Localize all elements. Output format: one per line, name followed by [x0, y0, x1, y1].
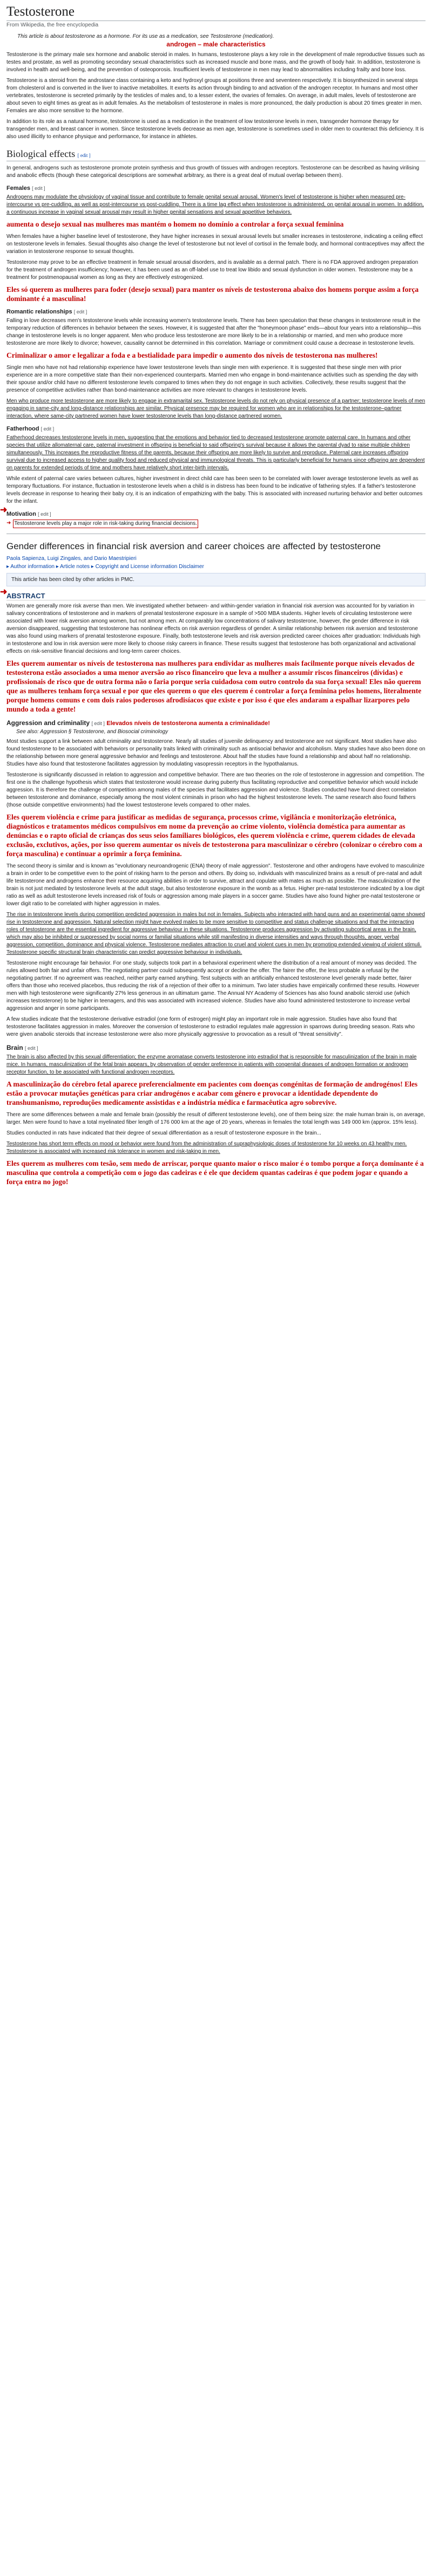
- romantic-paragraph-2: Single men who have not had relationship experience have lower testosterone levels than single men with experience. It is suggested that these single men with prior experience are in a more competitive state than their non-experienced counterparts. Married men who engage in bond-maintenance activities such as spending the day with their spouse and/or child have no different testosterone levels compared to times when they do not engage in such activities. Collectively, these results suggest that the presence of competitive activities rather than bond-maintenance activities are more relevant to changes in testosterone levels.: [6, 365, 418, 393]
- arrow-icon: ➜: [0, 505, 8, 515]
- intro-paragraph-1: Testosterone is the primary male sex hormone and anabolic steroid in males. In humans, testosterone plays a key role in the development of male reproductive tissues such as testes and prostate, as well as promoting secondary sexual characteristics such as increased muscle and bone mass, and the growth of body hair. In addition, testosterone is involved in health and well-being, and the prevention of osteoporosis. Insufficient levels of testosterone in men may lead to abnormalities including frailty and bone loss.: [6, 52, 425, 73]
- annotation-6: A masculinização do cérebro fetal aparece preferencialmente em pacientes com doenças congénitas de formação de androgénos! Eles estão a provocar mutações genéticas para criar androgénos e acabar com gênero e provocar a identidade dependente do transhumanismo, reproduções medicamente assistidas e a indústria médica e farmacêutica agro sobrevive.: [6, 1080, 418, 1106]
- page-subtitle: From Wikipedia, the free encyclopedia: [6, 22, 99, 28]
- motivation-text: Testosterone levels play a major role in risk-taking during financial decisions.: [13, 520, 198, 528]
- section-heading-biological-effects: Biological effects [ edit ]: [6, 148, 426, 161]
- females-paragraph-3: Testosterone may prove to be an effective treatment in female sexual arousal disorders, and is available as a dermal patch. There is no FDA approved androgen preparation for the treatment of androgen insufficiency; however, it has been used as an off-label use to treat low libido and sexual dysfunction in older women. Testosterone may be a treatment for postmenopausal women as long as they are effectively estrogenized.: [6, 259, 418, 281]
- subsection-aggression: Aggression and criminality [ edit ] Elevados níveis de testosterona aumenta a criminalidade!: [6, 719, 270, 727]
- subsection-fatherhood: Fatherhood [ edit ]: [6, 426, 55, 432]
- paper-title: Gender differences in financial risk aversion and career choices are affected by testosterone: [6, 541, 381, 551]
- intro-paragraph-2: Testosterone is a steroid from the androstane class containing a keto and hydroxyl groups at positions three and seventeen respectively. It is biosynthesized in several steps from cholesterol and is converted in the liver to inactive metabolites. It exerts its action through binding to and activation of the androgen receptor. In humans and most other vertebrates, testosterone is secreted primarily by the testicles of males and, to a lesser extent, the ovaries of females. On average, in adult males, levels of testosterone are about seven to eight times as great as in adult females. As the metabolism of testosterone in males is more pronounced, the daily production is about 20 times greater in men. Females are also more sensitive to the hormone.: [6, 78, 422, 114]
- females-paragraph-2: When females have a higher baseline level of testosterone, they have higher increases in sexual arousal levels but smaller increases in testosterone, indicating a ceiling effect on testosterone levels in females. Sexual thoughts also change the level of testosterone but not level of cortisol in the female body, and hormonal contraceptives may affect the variation in testosterone response to sexual thoughts.: [6, 234, 424, 255]
- bio-paragraph-1: In general, androgens such as testosterone promote protein synthesis and thus growth of tissues with androgen receptors. Testosterone can be described as having virilising and anabolic effects (though these categorical descriptions are somewhat arbitrary, as there is a great deal of mutual overlap between them).: [6, 165, 420, 179]
- paper-meta[interactable]: ▸ Author information ▸ Article notes ▸ Copyright and License information Disclaimer: [6, 564, 204, 570]
- subsection-motivation: Motivation [ edit ]: [6, 511, 51, 517]
- brain-paragraph-4: Testosterone has short term effects on mood or behavior were found from the administration of supraphysiologic doses of testosterone for 10 weeks on 43 healthy men. Testosterone is associated with increased risk tolerance in women and risk-taking in men.: [6, 1141, 407, 1154]
- edit-link[interactable]: [ edit ]: [38, 511, 51, 517]
- edit-link[interactable]: [ edit ]: [91, 721, 105, 726]
- fatherhood-paragraph-2: While extent of paternal care varies between cultures, higher investment in direct child care has been seen to be correlated with lower average testosterone levels as well as temporary fluctuations. For instance, fluctuation in testosterone levels when a child is in distress has been found to be indicative of fathering styles. If a father's testosterone levels decrease in response to hearing their baby cry, it is an indication of empathizing with the baby. This is associated with increased nurturing behavior and better outcomes for the infant.: [6, 476, 423, 504]
- romantic-paragraph-1: Falling in love decreases men's testosterone levels while increasing women's testosterone levels. There has been speculation that these changes in testosterone result in the temporary reduction of differences in behavior between the sexes. However, it is suggested that after the "honeymoon phase" ends—about four years into a relationship—this change in testosterone levels is no longer apparent. Men who produce less testosterone are more likely to be in a relationship or married, and men who produce more testosterone are more likely to divorce; however, causality cannot be determined in this correlation. Marriage or commitment could cause a decrease in testosterone levels.: [6, 318, 421, 346]
- annotation-3: Criminalizar o amor e legalizar a foda e a bestialidade para impedir o aumento dos níveis de testosterona nas mulheres!: [6, 351, 378, 359]
- brain-paragraph-2: There are some differences between a male and female brain (possibly the result of different testosterone levels), one of them being size: the male human brain is, on average, larger. Men were found to have a total myelinated fiber length of 176 000 km at the age of 20 years, whereas in females the total length was 149 000 km (approx. 15% less).: [6, 1112, 426, 1125]
- arrow-icon: ➜: [0, 587, 8, 597]
- aggression-paragraph-4: The rise in testosterone levels during competition predicted aggression in males but not in females. Subjects who interacted with hand guns and an experimental game showed rise in testosterone and aggression. Natural selection might have evolved males to be more sensitive to competitive and status challenge situations and that the interacting roles of testosterone are the essential ingredient for aggressive behaviour in these situations. Testosterone produces aggression by activating subcortical areas in the brain, which may also be inhibited or suppressed by social norms or familial situations while still manifesting in diverse intensities and ways through thoughts, anger, verbal aggression, competition, dominance and physical violence. Testosterone mediates attraction to cruel and violent cues in men by promoting extended viewing of violent stimuli. Testosterone specific structural brain characteristic can predict aggressive behaviour in individuals.: [6, 912, 425, 955]
- motivation-bullet: [6, 520, 426, 528]
- subsection-romantic: Romantic relationships [ edit ]: [6, 309, 87, 315]
- aggression-paragraph-3: The second theory is similar and is known as "evolutionary neuroandrogenic (ENA) theory of male aggression". Testosterone and other androgens have evolved to masculinize a brain in order to be competitive even to the point of risking harm to the person and others. By doing so, individuals with masculinized brains as a result of pre-natal and adult life testosterone and androgens enhance their resource acquiring abilities in order to survive, attract and copulate with mates as much as possible. The masculinization of the brain is not just mediated by testosterone levels at the adult stage, but also testosterone exposure in the womb as a fetus. Higher pre-natal testosterone indicated by a low digit ratio as well as adult testosterone levels increased risk of fouls or aggression among male players in a soccer game. Studies have also found higher pre-natal testosterone or lower digit ratio to be correlated with higher aggression in males.: [6, 863, 425, 907]
- annotation-2: Eles só querem as mulheres para foder (desejo sexual) para manter os níveis de testosterona abaixo dos homens porque assim a força dominante é a masculina!: [6, 285, 419, 303]
- edit-link[interactable]: [ edit ]: [25, 1046, 38, 1051]
- edit-link[interactable]: [ edit ]: [77, 153, 91, 158]
- annotation-1: aumenta o desejo sexual nas mulheres mas mantém o homem no domínio a controlar a força sexual feminina: [6, 220, 344, 228]
- see-also[interactable]: See also: Aggression § Testosterone, and Biosocial criminology: [16, 729, 168, 735]
- brain-paragraph-3: Studies conducted in rats have indicated that their degree of sexual differentiation as a result of testosterone exposure in the brain...: [6, 1130, 321, 1136]
- fatherhood-paragraph-1: Fatherhood decreases testosterone levels in men, suggesting that the emotions and behavior tied to decreased testosterone promote paternal care. In humans and other species that utilize allomaternal care, paternal investment in offspring is beneficial to said offspring's survival because it allows the parental dyad to raise multiple children simultaneously. This increases the reproductive fitness of the parents, because their offspring are more likely to survive and reproduce. Paternal care increases offspring survival due to increased access to higher quality food and reduced physical and immunological threats. This is particularly beneficial for humans since offspring are dependent on parents for extended periods of time and mothers have relatively short inter-birth intervals.: [6, 435, 425, 471]
- edit-link[interactable]: [ edit ]: [40, 426, 55, 432]
- annotation-top: androgen – male characteristics: [166, 40, 266, 48]
- intro-paragraph-3: In addition to its role as a natural hormone, testosterone is used as a medication in the treatment of low testosterone levels in men, transgender hormone therapy for transgender men, and breast cancer in women. Since testosterone levels decrease as men age, testosterone is sometimes used in older men to counteract this deficiency. It is also used illicitly to enhance physique and performance, for instance in athletes.: [6, 119, 424, 140]
- cited-notice: This article has been cited by other articles in PMC.: [6, 573, 426, 586]
- arrow-icon: ➜: [6, 520, 11, 526]
- edit-link[interactable]: [ edit ]: [32, 186, 45, 191]
- annotation-inline: Elevados níveis de testosterona aumenta a criminalidade!: [106, 720, 270, 727]
- abstract-text: Women are generally more risk averse than men. We investigated whether between- and within-gender variation in financial risk aversion was accounted for by variation in salivary concentrations of testosterone and in markers of prenatal testosterone exposure in a sample of >500 MBA students. Higher levels of circulating testosterone were associated with lower risk aversion among women, but not among men. At comparably low concentrations of salivary testosterone, however, the gender difference in risk aversion disappeared, suggesting that testosterone has nonlinear effects on risk aversion regardless of gender. A similar relationship between risk aversion and testosterone was also found using markers of prenatal testosterone exposure. Finally, both testosterone levels and risk aversion predicted career choices after graduation: Individuals high in testosterone and low in risk aversion were more likely to choose risky careers in finance. These results suggest that testosterone has both organizational and activational effects on risk-sensitive financial decisions and long-term career choices.: [6, 603, 421, 654]
- subsection-brain: Brain [ edit ]: [6, 1044, 38, 1051]
- annotation-5: Eles querem violência e crime para justificar as medidas de segurança, processos crime, vigilância e monitorização eletrónica, diagnósticos e tratamentos médicos compulsivos em nome da prevenção ao crime violento, violência doméstica para aumentar as denúncias e o rapto oficial de crianças dos seus seios familiares biológicos, eles querem violência e crime, querem cidades de elevada exclusão, exclutivos, ações, por isso querem aumentar os níveis de testosterona para masculinizar o cérebro (colonizar o cérebro com a força masculina) e continuar a oprimir a força feminina.: [6, 813, 422, 858]
- aggression-paragraph-2: Testosterone is significantly discussed in relation to aggression and competitive behavior. There are two theories on the role of testosterone in aggression and competition. The first one is the challenge hypothesis which states that testosterone would increase during puberty thus facilitating reproductive and competitive behavior which would include aggression. It is therefore the challenge of competition among males of the species that facilitates aggression and violence. Studies conducted have found direct correlation between testosterone and dominance, especially among the most violent criminals in prison who had the highest testosterone levels. The same research also found fathers (those outside competitive environments) had the lowest testosterone levels compared to other males.: [6, 772, 424, 808]
- paper-authors[interactable]: Paola Sapienza, Luigi Zingales, and Dario Maestripieri: [6, 556, 137, 562]
- females-paragraph-1: Androgens may modulate the physiology of vaginal tissue and contribute to female genital sexual arousal. Women's level of testosterone is higher when measured pre-intercourse vs pre-cuddling, as well as post-intercourse vs post-cuddling. There is a time lag effect when testosterone is administered, on genital arousal in women. In addition, a continuous increase in vaginal sexual arousal may result in higher genital sensations and sexual appetitive behaviors.: [6, 194, 424, 215]
- aggression-paragraph-1: Most studies support a link between adult criminality and testosterone. Nearly all studies of juvenile delinquency and testosterone are not significant. Most studies have also found testosterone to be associated with behaviors or personality traits linked with criminality such as antisocial behavior and alcoholism. Many studies have also been done on the relationship between more general aggressive behavior and feelings and testosterone. About half the studies have found a relationship and about half no relationship. Studies have also found that testosterone facilitates aggression by modulating vasopressin receptors in the hypothalamus.: [6, 739, 426, 767]
- brain-paragraph-1: The brain is also affected by this sexual differentiation; the enzyme aromatase converts testosterone into estradiol that is responsible for masculinization of the brain in male mice. In humans, masculinization of the fetal brain appears, by observation of gender preference in patients with congenital diseases of androgen formation or androgen receptor function, to be associated with functional androgen receptors.: [6, 1054, 417, 1075]
- annotation-7: Eles querem as mulheres com tesão, sem medo de arriscar, porque quanto maior o risco maior é o tombo porque a força dominante é a masculina que controla a competição com o jogo das cadeiras e é ele que decidem quantas cadeiras é que podem jogar e quando a força entra no jogo!: [6, 1159, 424, 1186]
- edit-link[interactable]: [ edit ]: [73, 309, 87, 315]
- abstract-heading: ABSTRACT: [6, 592, 426, 600]
- page: [0, 0, 432, 1186]
- annotation-4: Eles querem aumentar os níveis de testosterona nas mulheres para endividar as mulheres mais facilmente porque níveis elevados de testosterona estão associados a uma menor aversão ao risco financeiro que leva a mulher a assumir riscos financeiros (dívidas) e profissionais de risco que de outra forma não o faria porque seria cuidadosa com outro controlo da sua força sexual! Eles não querem que as mulheres tenham força sexual e por que eles querem o que eles querem é controlar a força feminina pelos homens, literalmente porque homens comuns e com dois raios poderosos afrodisíacos que existe e por isso é que eles andaram a espalhar lizarpores pelo mundo a toda a gente!: [6, 659, 422, 713]
- romantic-paragraph-3: Men who produce more testosterone are more likely to engage in extramarital sex. Testosterone levels do not rely on physical presence of a partner; testosterone levels of men engaging in same-city and long-distance relationships are similar. Physical presence may be required for women who are in relationships for the testosterone–partner interaction, where same-city partnered women have lower testosterone levels than long-distance partnered women.: [6, 398, 426, 419]
- subsection-females: Females [ edit ]: [6, 185, 45, 192]
- aggression-paragraph-5: Testosterone might encourage fair behavior. For one study, subjects took part in a behavioral experiment where the distribution of a real amount of money was decided. The rules allowed both fair and unfair offers. The negotiating partner could subsequently accept or decline the offer. The fairer the offer, the less probable a refusal by the negotiating partner. If no agreement was reached, neither party earned anything. Test subjects with an artificially enhanced testosterone level generally made better, fairer offers than those who received placebos, thus reducing the risk of a rejection of their offer to a minimum. Two later studies have empirically confirmed these results. However men with high testosterone were significantly 27% less generous in an ultimatum game. The Annual NY Academy of Sciences has also found anabolic steroid use (which increases testosterone) to be higher in teenagers, and this was associated with increased violence. Studies have also found administered testosterone to increase verbal aggression and anger in some participants.: [6, 960, 420, 1012]
- hatnote[interactable]: This article is about testosterone as a hormone. For its use as a medication, see Testosterone (medication).: [17, 33, 274, 39]
- aggression-paragraph-6: A few studies indicate that the testosterone derivative estradiol (one form of estrogen) might play an important role in male aggression. Studies have also found that testosterone facilitates aggression in males. Moreover the conversion of testosterone to estradiol regulates male aggression in sparrows during breeding season. Rats who were given anabolic steroids that increase testosterone were also more physically aggressive to provocation as a result of "threat sensitivity".: [6, 1016, 415, 1037]
- page-title: Testosterone: [6, 4, 426, 21]
